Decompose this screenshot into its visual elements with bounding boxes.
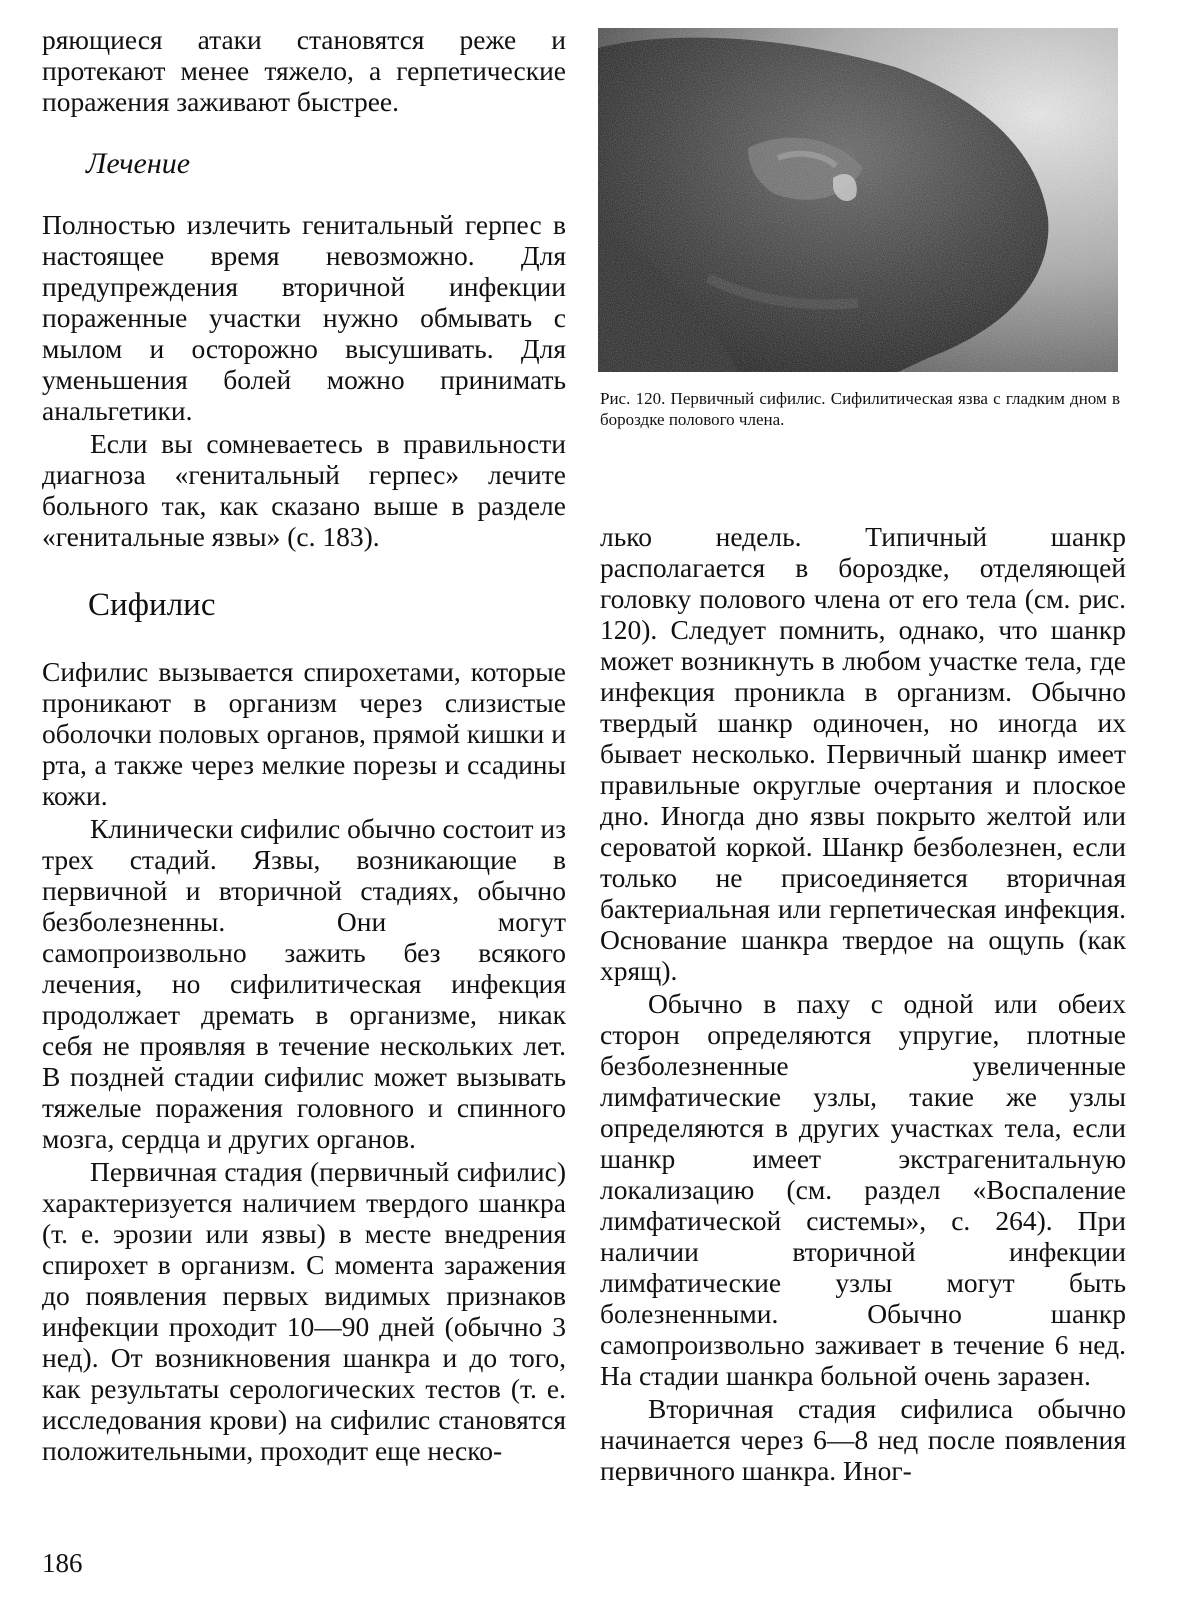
photo-image — [598, 28, 1118, 372]
intro-paragraph: ряющиеся атаки становятся реже и протекают менее тяжело, а герпетические поражения заживают быстрее. — [42, 24, 566, 117]
treatment-paragraph-2: Если вы сомневаетесь в правильности диагноза «генитальный герпес» лечите больного так, как сказано выше в разделе «генитальные язвы» (с. 183). — [42, 428, 566, 552]
lymph-paragraph: Обычно в паху с одной или обеих сторон определяются упругие, плотные безболезненные увеличенные лимфатические узлы, такие же узлы определяются в других участках тела, если шанкр имеет экстрагенитальную локализацию (см. раздел «Воспаление лимфатической системы», с. 264). При наличии вторичной инфекции лимфатические узлы могут быть болезненными. Обычно шанкр самопроизвольно заживает в течение 6 нед. На стадии шанкра больной очень заразен. — [600, 988, 1126, 1391]
secondary-stage-paragraph: Вторичная стадия сифилиса обычно начинается через 6—8 нед после появления первичного шанкра. Иног- — [600, 1393, 1126, 1486]
syphilis-heading: Сифилис — [88, 587, 216, 623]
page-number: 186 — [42, 1548, 83, 1578]
figure-caption: Рис. 120. Первичный сифилис. Сифилитическая язва с гладким дном в бороздке полового члена. — [600, 389, 1120, 429]
left-column — [42, 24, 566, 1466]
syphilis-paragraph-2: Клинически сифилис обычно состоит из трех стадий. Язвы, возникающие в первичной и вторичной стадиях, обычно безболезненны. Они могут самопроизвольно зажить без всякого лечения, но сифилитическая инфекция продолжает дремать в организме, никак себя не проявляя в течение нескольких лет. В поздней стадии сифилис может вызывать тяжелые поражения головного и спинного мозга, сердца и других органов. — [42, 813, 566, 1154]
figure-120-photo — [598, 28, 1118, 372]
treatment-heading: Лечение — [86, 147, 191, 180]
continuation-paragraph: лько недель. Типичный шанкр располагается в бороздке, отделяющей головку полового члена от его тела (см. рис. 120). Следует помнить, однако, что шанкр может возникнуть в любом участке тела, где инфекция проникла в организм. Обычно твердый шанкр одиночен, но иногда их бывает несколько. Первичный шанкр имеет правильные округлые очертания и плоское дно. Иногда дно язвы покрыто желтой или сероватой коркой. Шанкр безболезнен, если только не присоединяется вторичная бактериальная или герпетическая инфекция. Основание шанкра твердое на ощупь (как хрящ). — [600, 521, 1126, 986]
syphilis-paragraph-1: Сифилис вызывается спирохетами, которые проникают в организм через слизистые оболочки половых органов, прямой кишки и рта, а также через мелкие порезы и ссадины кожи. — [42, 656, 566, 811]
syphilis-paragraph-3: Первичная стадия (первичный сифилис) характеризуется наличием твердого шанкра (т. е. эрозии или язвы) в месте внедрения спирохет в организм. С момента заражения до появления первых видимых признаков инфекции проходит 10—90 дней (обычно 3 нед). От возникновения шанкра и до того, как результаты серологических тестов (т. е. исследования крови) на сифилис становятся положительными, проходит еще неско- — [42, 1156, 566, 1466]
right-column — [600, 521, 1126, 1486]
treatment-paragraph-1: Полностью излечить генитальный герпес в настоящее время невозможно. Для предупреждения вторичной инфекции пораженные участки нужно обмывать с мылом и осторожно высушивать. Для уменьшения болей можно принимать анальгетики. — [42, 209, 566, 426]
